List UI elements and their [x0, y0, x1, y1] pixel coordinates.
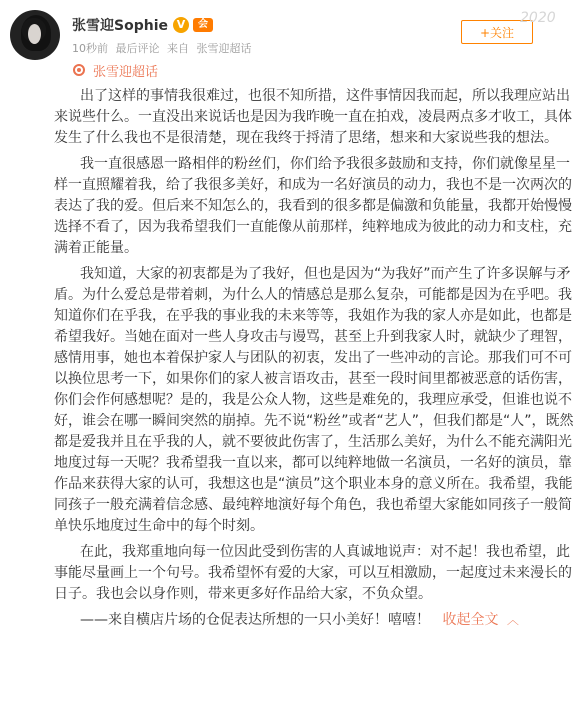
- signature-text: ——来自横店片场的仓促表达所想的一只小美好！嘻嘻！: [80, 612, 430, 628]
- member-badge-icon: 会: [193, 18, 213, 32]
- verified-badge-icon: V: [173, 17, 189, 33]
- source-link[interactable]: 张雪迎超话: [196, 42, 252, 55]
- post-meta: [72, 40, 256, 56]
- avatar[interactable]: [10, 10, 60, 60]
- signature-paragraph: [54, 610, 576, 631]
- author-row: [72, 14, 213, 36]
- post-body: [54, 86, 576, 636]
- topic-link[interactable]: [73, 58, 158, 82]
- paragraph-3: 我知道，大家的初衷都是为了我好，但也是因为“为我好”而产生了许多误解与矛盾。为什么爱总是带着刺，为什么人的情感总是那么复杂，可能都是因为在乎吧。我知道你们在乎我，在乎我的事业我的未来等等，我姐作为我的家人亦是如此，也都是希望我好。当她在面对一些人身攻击与谩骂，甚至上升到我家人时，就缺少了理智，感情用事，她也本着保护家人与团队的初衷，发出了一些冲动的言论。那我们可不可以换位思考一下，如果你们的家人被言语攻击，甚至一段时间里都被恶意的话伤害，你们会作何感想呢？是的，我是公众人物，这些是难免的，我理应承受，但谁也说不好，谁会在哪一瞬间突然的崩掉。先不说“粉丝”或者“艺人”，但我们都是“人”，既然都是爱我并且在乎我的人，就不要彼此伤害了，生活那么美好，为什么不能充满阳光地度过每一天呢？我希望我一直以来，都可以纯粹地做一名演员，一名好的演员，靠作品来获得大家的认可，我想这也是“演员”这个职业本身的意义所在。我希望，我能同孩子一般充满着信念感、最纯粹地演好每个角色，我也希望大家能如同孩子一般简单快乐地度过生命中的每个时刻。: [54, 266, 574, 534]
- source-prefix: 来自: [167, 42, 189, 55]
- paragraph-1: 出了这样的事情我很难过，也很不知所措，这件事情因我而起，所以我理应站出来说些什么。一直没出来说话也是因为我昨晚一直在拍戏，凌晨两点多才收工，具体发生了什么我也不是很清楚，现在我终于捋清了思绪，想来和大家说些我的想法。: [54, 88, 572, 146]
- post-time: 10秒前: [72, 42, 108, 55]
- follow-button[interactable]: +关注: [461, 20, 533, 44]
- post-header: [10, 8, 577, 58]
- chevron-up-icon[interactable]: ︿: [506, 613, 519, 627]
- paragraph-2: 我一直很感恩一路相伴的粉丝们，你们给予我很多鼓励和支持，你们就像星星一样一直照耀着我，给了我很多美好，和成为一名好演员的动力，我也不是一次两次的表达了我的爱。但后来不知怎么的，我看到的很多都是偏激和负能量，我都开始慢慢选择不看了，因为我希望我们一直能像从前那样，纯粹地成为彼此的动力和支柱，充满着正能量。: [54, 156, 572, 256]
- topic-icon: [73, 64, 85, 76]
- watermark: 2020: [520, 10, 556, 26]
- collapse-link[interactable]: 收起全文: [442, 612, 499, 628]
- author-name[interactable]: 张雪迎Sophie: [72, 18, 168, 34]
- topic-label[interactable]: 张雪迎超话: [93, 64, 159, 80]
- paragraph-4: 在此，我郑重地向每一位因此受到伤害的人真诚地说声：对不起！我也希望，此事能尽量画上一个句号。我希望怀有爱的大家，可以互相激励，一起度过未来漫长的日子。我也会以身作则，带来更多好作品给大家，不负众望。: [54, 544, 572, 602]
- last-comment-label: 最后评论: [115, 42, 160, 55]
